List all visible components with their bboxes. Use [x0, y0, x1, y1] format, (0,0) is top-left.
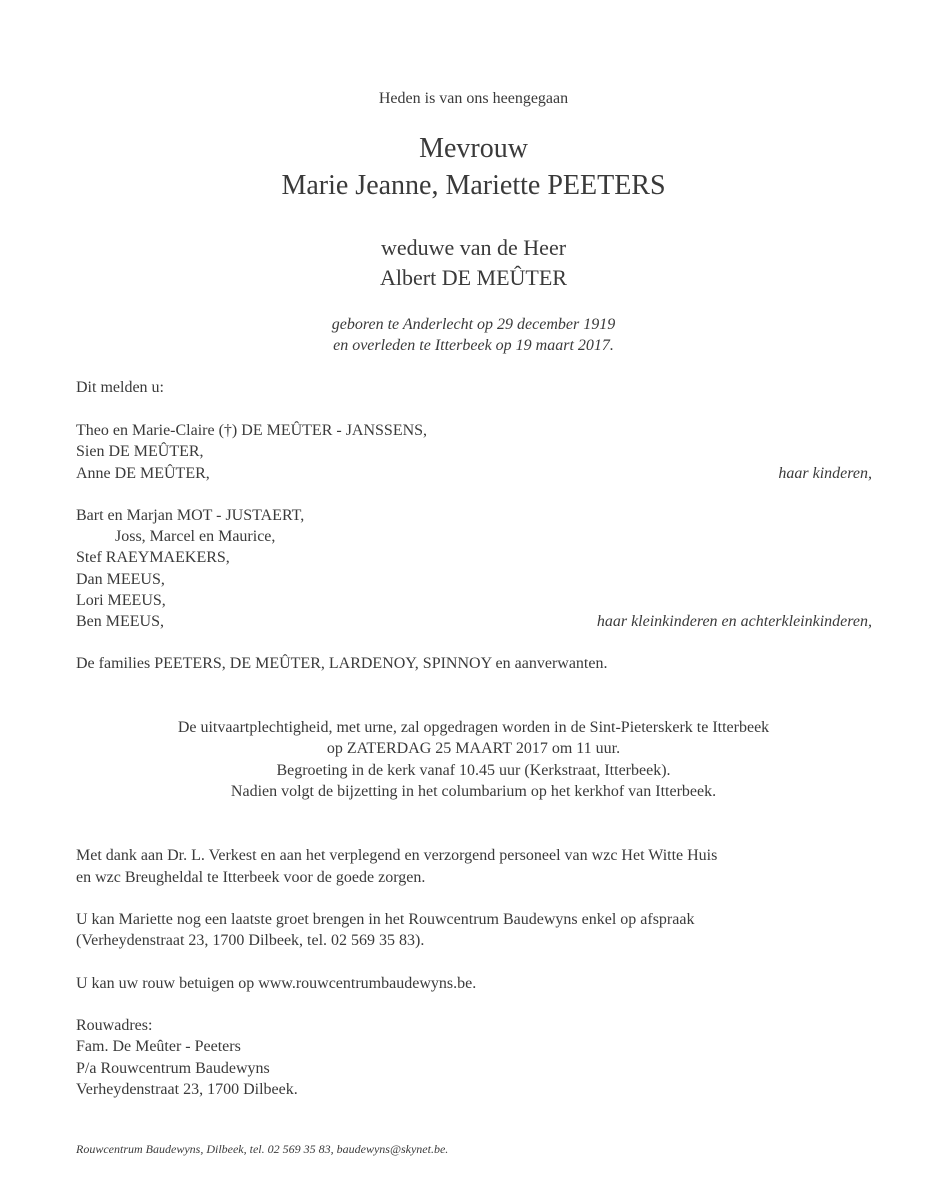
children-label: haar kinderen, — [778, 465, 872, 482]
address-line: P/a Rouwcentrum Baudewyns — [76, 1060, 270, 1077]
grandchild-line: Dan MEEUS, — [76, 571, 165, 588]
announce-text: Dit melden u: — [76, 379, 164, 396]
husband-name: Albert DE MEÛTER — [380, 265, 567, 290]
grandchild-line: Ben MEEUS, — [76, 613, 164, 630]
death-info: en overleden te Itterbeek op 19 maart 2017. — [333, 337, 614, 354]
intro-text: Heden is van ons heengegaan — [378, 90, 569, 107]
ceremony-line: Begroeting in de kerk vanaf 10.45 uur (Kerkstraat, Itterbeek). — [276, 762, 671, 779]
address-line: Rouwadres: — [76, 1017, 153, 1034]
thanks-line: en wzc Breugheldal te Itterbeek voor de goede zorgen. — [76, 869, 426, 886]
ceremony-line: De uitvaartplechtigheid, met urne, zal opgedragen worden in de Sint-Pieterskerk te Itterbeek — [177, 719, 770, 736]
great-grandchild-line: Joss, Marcel en Maurice, — [115, 528, 276, 545]
address-line: Fam. De Meûter - Peeters — [76, 1038, 241, 1055]
grandchild-line: Bart en Marjan MOT - JUSTAERT, — [76, 507, 305, 524]
widow-of: weduwe van de Heer — [380, 235, 567, 260]
footer-text: Rouwcentrum Baudewyns, Dilbeek, tel. 02 569 35 83, baudewyns@skynet.be. — [76, 1142, 449, 1156]
birth-info: geboren te Anderlecht op 29 december 1919 — [331, 316, 616, 333]
ceremony-line: op ZATERDAG 25 MAART 2017 om 11 uur. — [326, 740, 621, 757]
child-line: Anne DE MEÛTER, — [76, 465, 210, 482]
grandchild-line: Stef RAEYMAEKERS, — [76, 549, 230, 566]
thanks-line: Met dank aan Dr. L. Verkest en aan het verplegend en verzorgend personeel van wzc Het Witte Huis — [76, 847, 718, 864]
address-line: Verheydenstraat 23, 1700 Dilbeek. — [76, 1081, 298, 1098]
child-line: Theo en Marie-Claire (†) DE MEÛTER - JANSSENS, — [76, 422, 428, 439]
condolence-line: U kan uw rouw betuigen op www.rouwcentrumbaudewyns.be. — [76, 975, 477, 992]
child-line: Sien DE MEÛTER, — [76, 443, 204, 460]
grandchildren-label: haar kleinkinderen en achterkleinkinderen, — [596, 613, 872, 630]
ceremony-line: Nadien volgt de bijzetting in het columbarium op het kerkhof van Itterbeek. — [230, 783, 717, 800]
families-line: De families PEETERS, DE MEÛTER, LARDENOY, SPINNOY en aanverwanten. — [76, 655, 608, 672]
visit-line: (Verheydenstraat 23, 1700 Dilbeek, tel. 02 569 35 83). — [76, 932, 425, 949]
deceased-title: Mevrouw — [419, 133, 528, 164]
deceased-name: Marie Jeanne, Mariette PEETERS — [281, 170, 666, 201]
grandchild-line: Lori MEEUS, — [76, 592, 166, 609]
visit-line: U kan Mariette nog een laatste groet brengen in het Rouwcentrum Baudewyns enkel op afspraak — [76, 911, 695, 928]
